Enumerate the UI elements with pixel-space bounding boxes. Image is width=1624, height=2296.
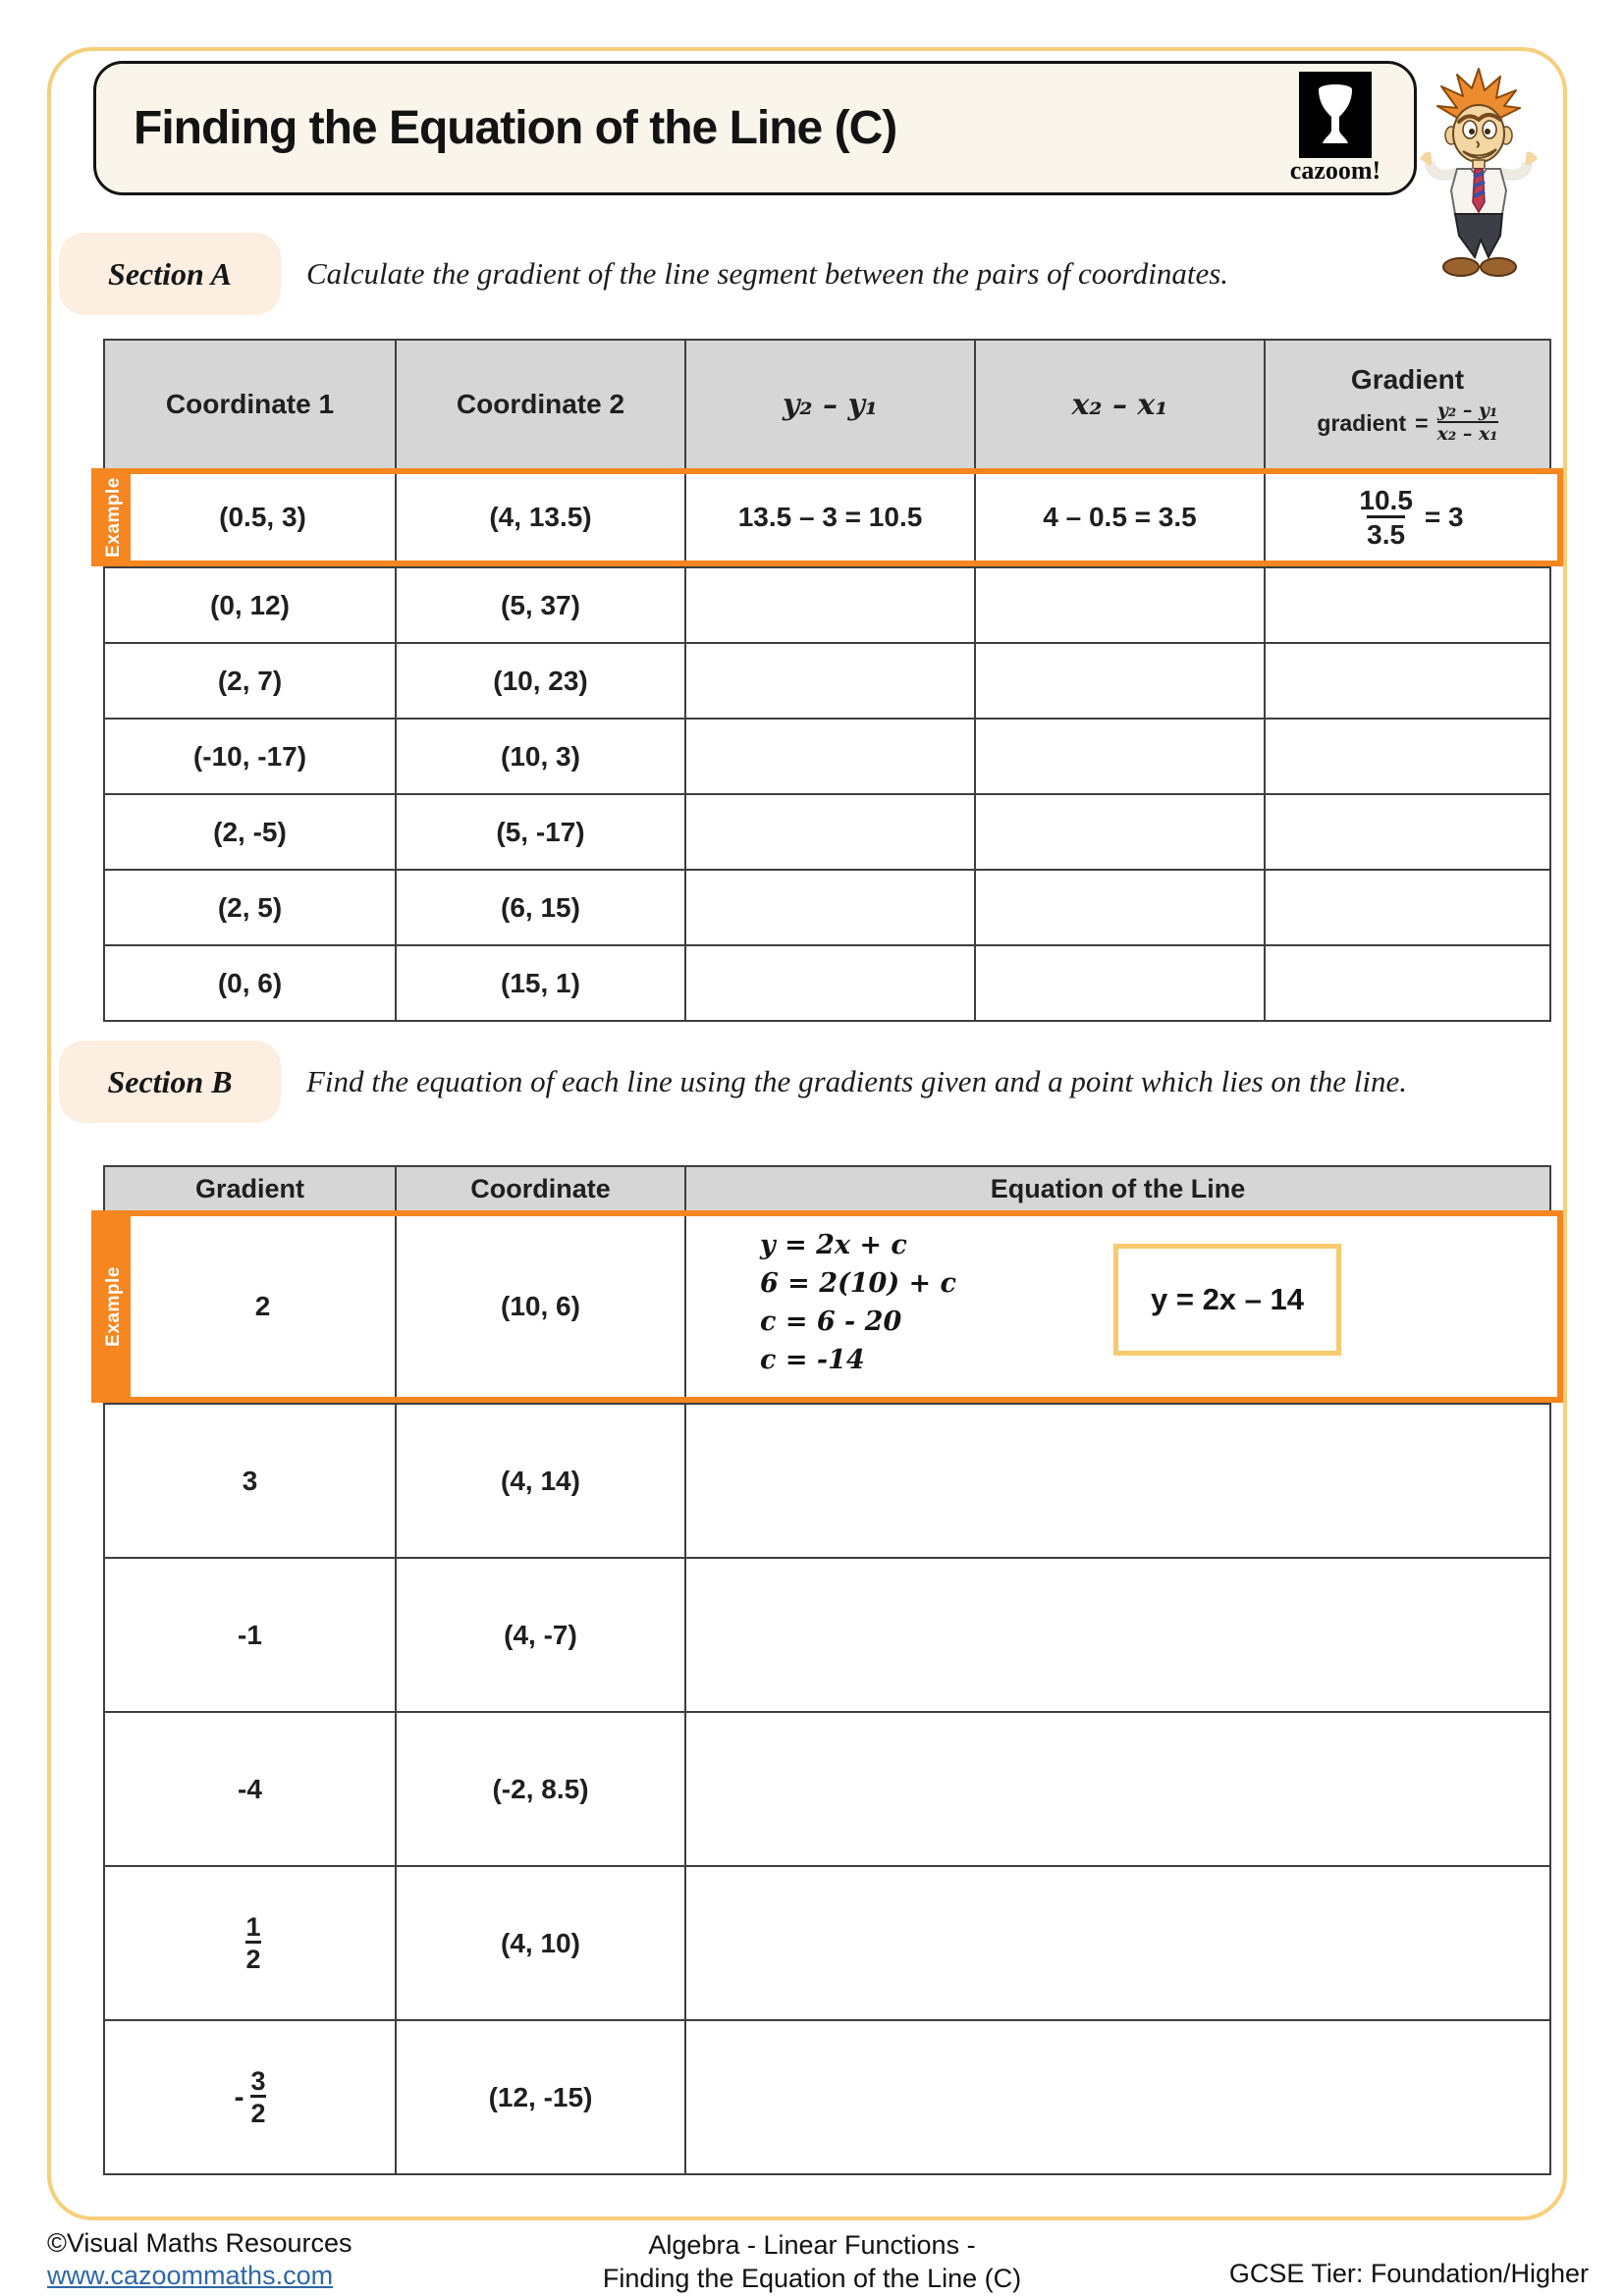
example-equation-cell	[684, 1216, 1557, 1397]
coordinate2-cell: (5, -17)	[395, 795, 684, 869]
blank-answer-cell	[684, 568, 974, 642]
blank-answer-cell	[1264, 568, 1549, 642]
gradient-cell	[105, 1867, 395, 2019]
blank-answer-cell	[684, 1559, 1549, 1711]
cazoom-drum-icon	[1299, 72, 1372, 158]
blank-answer-cell	[1264, 795, 1549, 869]
gradient-fraction: $\frac{3}{2}$	[250, 2065, 266, 2128]
section-a-instruction: Calculate the gradient of the line segment between the pairs of coordinates.	[306, 256, 1229, 291]
coordinate-cell: (12, -15)	[395, 2021, 684, 2173]
table-row	[105, 1711, 1549, 1865]
section-a-label: Section A	[59, 233, 281, 315]
example-gradient	[1264, 474, 1557, 561]
section-a-header-row	[105, 341, 1549, 468]
cazoom-logo	[1272, 72, 1398, 186]
gradient-formula: gradient = $\frac{\text{y₂ – y₁}}{\text{x₂ – x₁}}$	[1317, 400, 1498, 445]
coordinate-cell: (4, 14)	[395, 1405, 684, 1557]
gradient-cell: 3	[242, 1465, 258, 1496]
coordinate2-cell: (6, 15)	[395, 871, 684, 944]
col-header-coordinate2: Coordinate 2	[395, 341, 684, 468]
section-b-example-row	[91, 1210, 1563, 1403]
blank-answer-cell	[974, 644, 1264, 718]
gradient-header-title: Gradient	[1350, 364, 1465, 396]
coordinate1-cell: (-10, -17)	[192, 740, 307, 772]
col-header-coordinate1: Coordinate 1	[165, 389, 335, 419]
col-header-equation: Equation of the Line	[684, 1167, 1549, 1210]
blank-answer-cell	[974, 795, 1264, 869]
example-gradient: 2	[254, 1291, 271, 1321]
blank-answer-cell	[1264, 946, 1549, 1020]
section-a-example-row	[91, 468, 1563, 566]
example-dx: 4 – 0.5 = 3.5	[974, 474, 1264, 561]
table-row	[105, 642, 1549, 718]
table-row	[105, 718, 1549, 793]
blank-answer-cell	[974, 720, 1264, 793]
coordinate-cell: (4, -7)	[395, 1559, 684, 1711]
page-title: Finding the Equation of the Line (C)	[134, 102, 897, 154]
table-row	[105, 2019, 1549, 2173]
blank-answer-cell	[684, 795, 974, 869]
blank-answer-cell	[684, 1713, 1549, 1865]
title-box	[93, 61, 1417, 195]
table-row	[105, 793, 1549, 869]
section-b-header-row	[105, 1167, 1549, 1210]
example-dy: 13.5 – 3 = 10.5	[684, 474, 974, 561]
section-b-table	[103, 1165, 1551, 2175]
coordinate2-cell: (10, 3)	[395, 720, 684, 793]
footer-topic: Algebra - Linear Functions - Finding the Equation of the Line (C)	[602, 2230, 1022, 2293]
section-a-table	[103, 339, 1551, 1022]
blank-answer-cell	[684, 720, 974, 793]
example-tab: Example	[97, 474, 131, 561]
coordinate-cell: (-2, 8.5)	[395, 1713, 684, 1865]
footer-tier: GCSE Tier: Foundation/Higher	[1228, 2259, 1589, 2288]
gradient-formula-fraction: $\frac{\text{y₂ – y₁}}{\text{x₂ – x₁}}$	[1436, 400, 1498, 445]
example-coordinate2: (4, 13.5)	[395, 474, 684, 561]
coordinate1-cell: (0, 12)	[210, 589, 290, 620]
example-tab: Example	[97, 1216, 131, 1397]
section-b-instruction: Find the equation of each line using the gradients given and a point which lies on the line.	[306, 1064, 1407, 1098]
coordinate2-cell: (5, 37)	[395, 568, 684, 642]
footer-website-link[interactable]: www.cazoommaths.com	[47, 2261, 334, 2290]
mascot-illustration	[1414, 63, 1543, 289]
example-workings: y = 2x + c 6 = 2(10) + c c = 6 - 20 c = -14	[760, 1230, 956, 1376]
example-gradient-result: = 3	[1424, 502, 1464, 532]
col-header-gradient	[1264, 341, 1549, 468]
coordinate1-cell: (2, -5)	[213, 816, 287, 847]
table-row	[105, 1403, 1549, 1557]
blank-answer-cell	[974, 568, 1264, 642]
blank-answer-cell	[684, 871, 974, 944]
col-header-coordinate: Coordinate	[395, 1167, 684, 1210]
blank-answer-cell	[974, 946, 1264, 1020]
table-row	[105, 1557, 1549, 1711]
coordinate1-cell: (2, 5)	[217, 891, 283, 923]
blank-answer-cell	[974, 871, 1264, 944]
gradient-fraction: $\frac{1}{2}$	[245, 1911, 261, 1974]
section-b-label: Section B	[59, 1041, 281, 1123]
blank-answer-cell	[684, 2021, 1549, 2173]
blank-answer-cell	[684, 946, 974, 1020]
coordinate1-cell: (0, 6)	[217, 967, 283, 998]
col-header-dx: x₂ – x₁	[974, 341, 1264, 468]
blank-answer-cell	[684, 1867, 1549, 2019]
blank-answer-cell	[684, 1405, 1549, 1557]
gradient-cell: -1	[238, 1619, 262, 1650]
coordinate2-cell: (10, 23)	[395, 644, 684, 718]
coordinate1-cell: (2, 7)	[217, 665, 283, 696]
example-coordinate1: (0.5, 3)	[219, 502, 306, 532]
cazoom-logo-text: cazoom!	[1289, 156, 1381, 185]
col-header-gradient: Gradient	[194, 1173, 305, 1203]
blank-answer-cell	[1264, 871, 1549, 944]
table-row	[105, 944, 1549, 1020]
footer-copyright: ©Visual Maths Resources	[47, 2228, 352, 2258]
table-row	[105, 1865, 1549, 2019]
col-header-dy: y₂ – y₁	[684, 341, 974, 468]
blank-answer-cell	[1264, 720, 1549, 793]
example-coordinate: (10, 6)	[395, 1216, 684, 1397]
example-gradient-fraction: $\frac{10.5}{3.5}$	[1359, 485, 1413, 550]
example-answer-box: y = 2x – 14	[1113, 1244, 1341, 1356]
blank-answer-cell	[684, 644, 974, 718]
gradient-cell: - $\frac{3}{2}$	[234, 2065, 266, 2128]
gradient-cell: -4	[238, 1773, 262, 1804]
coordinate2-cell: (15, 1)	[395, 946, 684, 1020]
coordinate-cell: (4, 10)	[395, 1867, 684, 2019]
table-row	[105, 566, 1549, 642]
table-row	[105, 869, 1549, 944]
blank-answer-cell	[1264, 644, 1549, 718]
